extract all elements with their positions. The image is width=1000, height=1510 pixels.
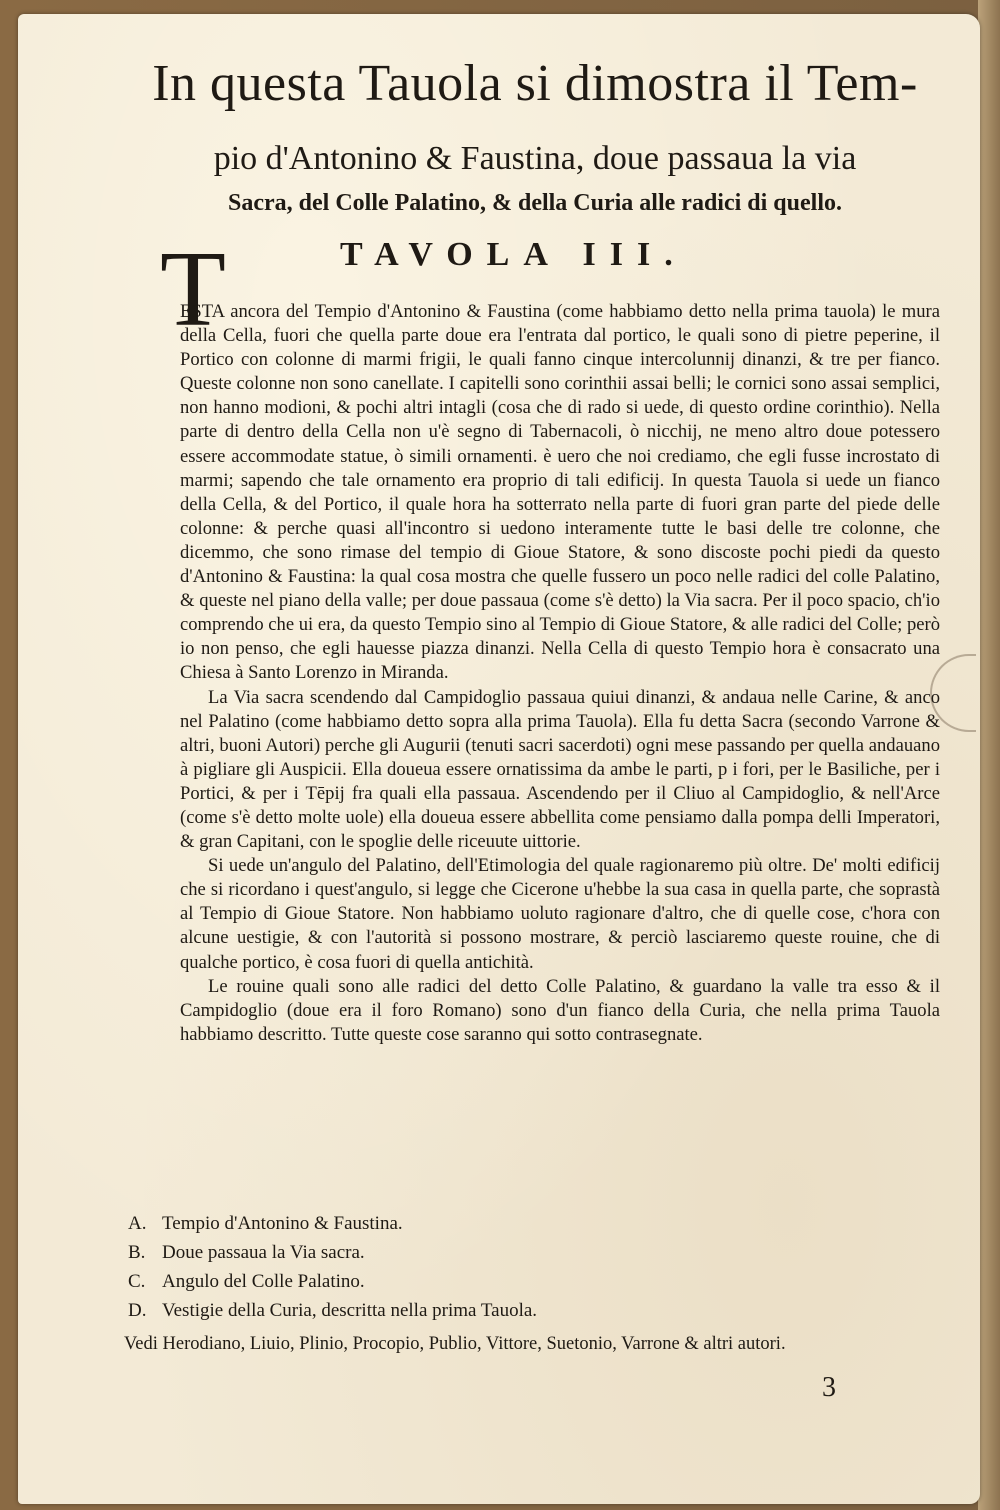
legend-text: Angulo del Colle Palatino. [162, 1271, 365, 1292]
legend-letter: C. [128, 1271, 146, 1292]
legend-letter: D. [128, 1300, 147, 1321]
paragraph-4: Le rouine quali sono alle radici del detto Colle Palatino, & guardano la valle tra esso & il Campidoglio (doue era il foro Romano) sono d'un fianco della Curia, che nella prima Tauola habbiamo descritto. Tutte queste cose saranno qui sotto contrasegnate. [180, 975, 940, 1045]
legend-item-c [128, 1267, 928, 1296]
legend-letter: B. [128, 1242, 146, 1263]
title-line-1: In questa Tauola si dimostra il Tem- [152, 55, 918, 112]
legend-text: Doue passaua la Via sacra. [162, 1242, 365, 1263]
body-text [180, 300, 940, 1047]
title-line-3: Sacra, del Colle Palatino, & della Curia alle radici di quello. [228, 190, 842, 216]
legend-text: Tempio d'Antonino & Faustina. [162, 1213, 403, 1234]
references-line: Vedi Herodiano, Liuio, Plinio, Procopio, Publio, Vittore, Suetonio, Varrone & altri autori. [124, 1334, 786, 1354]
paragraph-3: Si uede un'angulo del Palatino, dell'Etimologia del quale ragionaremo più oltre. De' molti edificij che si ricordano i quest'angulo, si legge che Cicerone u'hebbe la sua casa in quella parte, che soprastà al Tempio di Gioue Statore. Non habbiamo uoluto ragionare d'altro, che di quelle cose, c'hora con alcune uestigie, & con l'autorità si possono mostrare, & perciò lasciaremo queste rouine, che di qualche portico, è cosa fuori di quella antichità. [180, 855, 940, 973]
drop-cap: T [160, 230, 226, 349]
paragraph-1: ESTA ancora del Tempio d'Antonino & Faustina (come habbiamo detto nella prima tauola) le mura della Cella, fuori che quella parte doue era l'entrata dal portico, le quali sono di pietre peperine, il Portico con colonne di marmi frigii, le quali fanno cinque intercolunnij dinanzi, & tre per fianco. Queste colonne non sono canellate. I capitelli sono corinthii assai belli; le cornici sono assai semplici, non hanno modioni, & pochi altri intagli (cosa che di rado si uede, di questo ordine corinthio). Nella parte di dentro della Cella non u'è segno di Tabernacoli, ò nicchij, ne meno altro doue potessero essere accommodate statue, ò simili ornamenti. è uero che noi crediamo, che egli fusse incrostato di marmi; sapendo che tale ornamento era proprio di tali edificij. In questa Tauola si uede un fianco della Cella, & del Portico, il quale hora ha sotterrato nella parte di fuori gran parte del piede delle colonne: & perche quasi all'incontro si uedono interamente tutte le basi delle tre colonne, che dicemmo, che sono rimase del tempio di Gioue Statore, & sono discoste pochi piedi da questo d'Antonino & Faustina: la qual cosa mostra che quelle fussero un poco nelle radici del colle Palatino, & queste nel piano della valle; per doue passaua (come s'è detto) la Via sacra. Per il poco spacio, ch'io comprendo che ui era, da questo Tempio sino al Tempio di Gioue Statore, & alle radici del Colle; però io non penso, che egli hauesse piazza dinanzi. Nella Cella di questo Tempio hora è consacrato una Chiesa à Santo Lorenzo in Miranda. [180, 301, 940, 684]
legend-item-d [128, 1296, 928, 1325]
legend-item-b [128, 1238, 928, 1267]
title-line-2: pio d'Antonino & Faustina, doue passaua la via [213, 140, 857, 177]
legend-item-a [128, 1209, 928, 1238]
paragraph-2: La Via sacra scendendo dal Campidoglio passaua quiui dinanzi, & andaua nelle Carine, & anco nel Palatino (come habbiamo detto sopra alla prima Tauola). Ella fu detta Sacra (secondo Varrone & altri, buoni Autori) perche gli Augurii (tenuti sacri sacerdoti) ogni mese passando per quella andauano à pigliare gli Auspicii. Ella doueua essere ornatissima da ambe le parti, p i fori, per le Basiliche, per i Portici, & per i Tēpij fra quali ella passaua. Ascendendo per il Cliuo al Campidoglio, & nell'Arce (come s'è detto molte uole) ella doueua essere abbellita come pensiamo dalla pompa delli Imperatori, & gran Capitani, con le spoglie delle riceuute uittorie. [180, 686, 940, 853]
legend-letter: A. [128, 1213, 147, 1234]
page-number: 3 [822, 1372, 836, 1403]
legend-list [128, 1209, 928, 1325]
legend-text: Vestigie della Curia, descritta nella prima Tauola. [162, 1300, 538, 1321]
section-heading: TAVOLA III. [340, 236, 687, 273]
